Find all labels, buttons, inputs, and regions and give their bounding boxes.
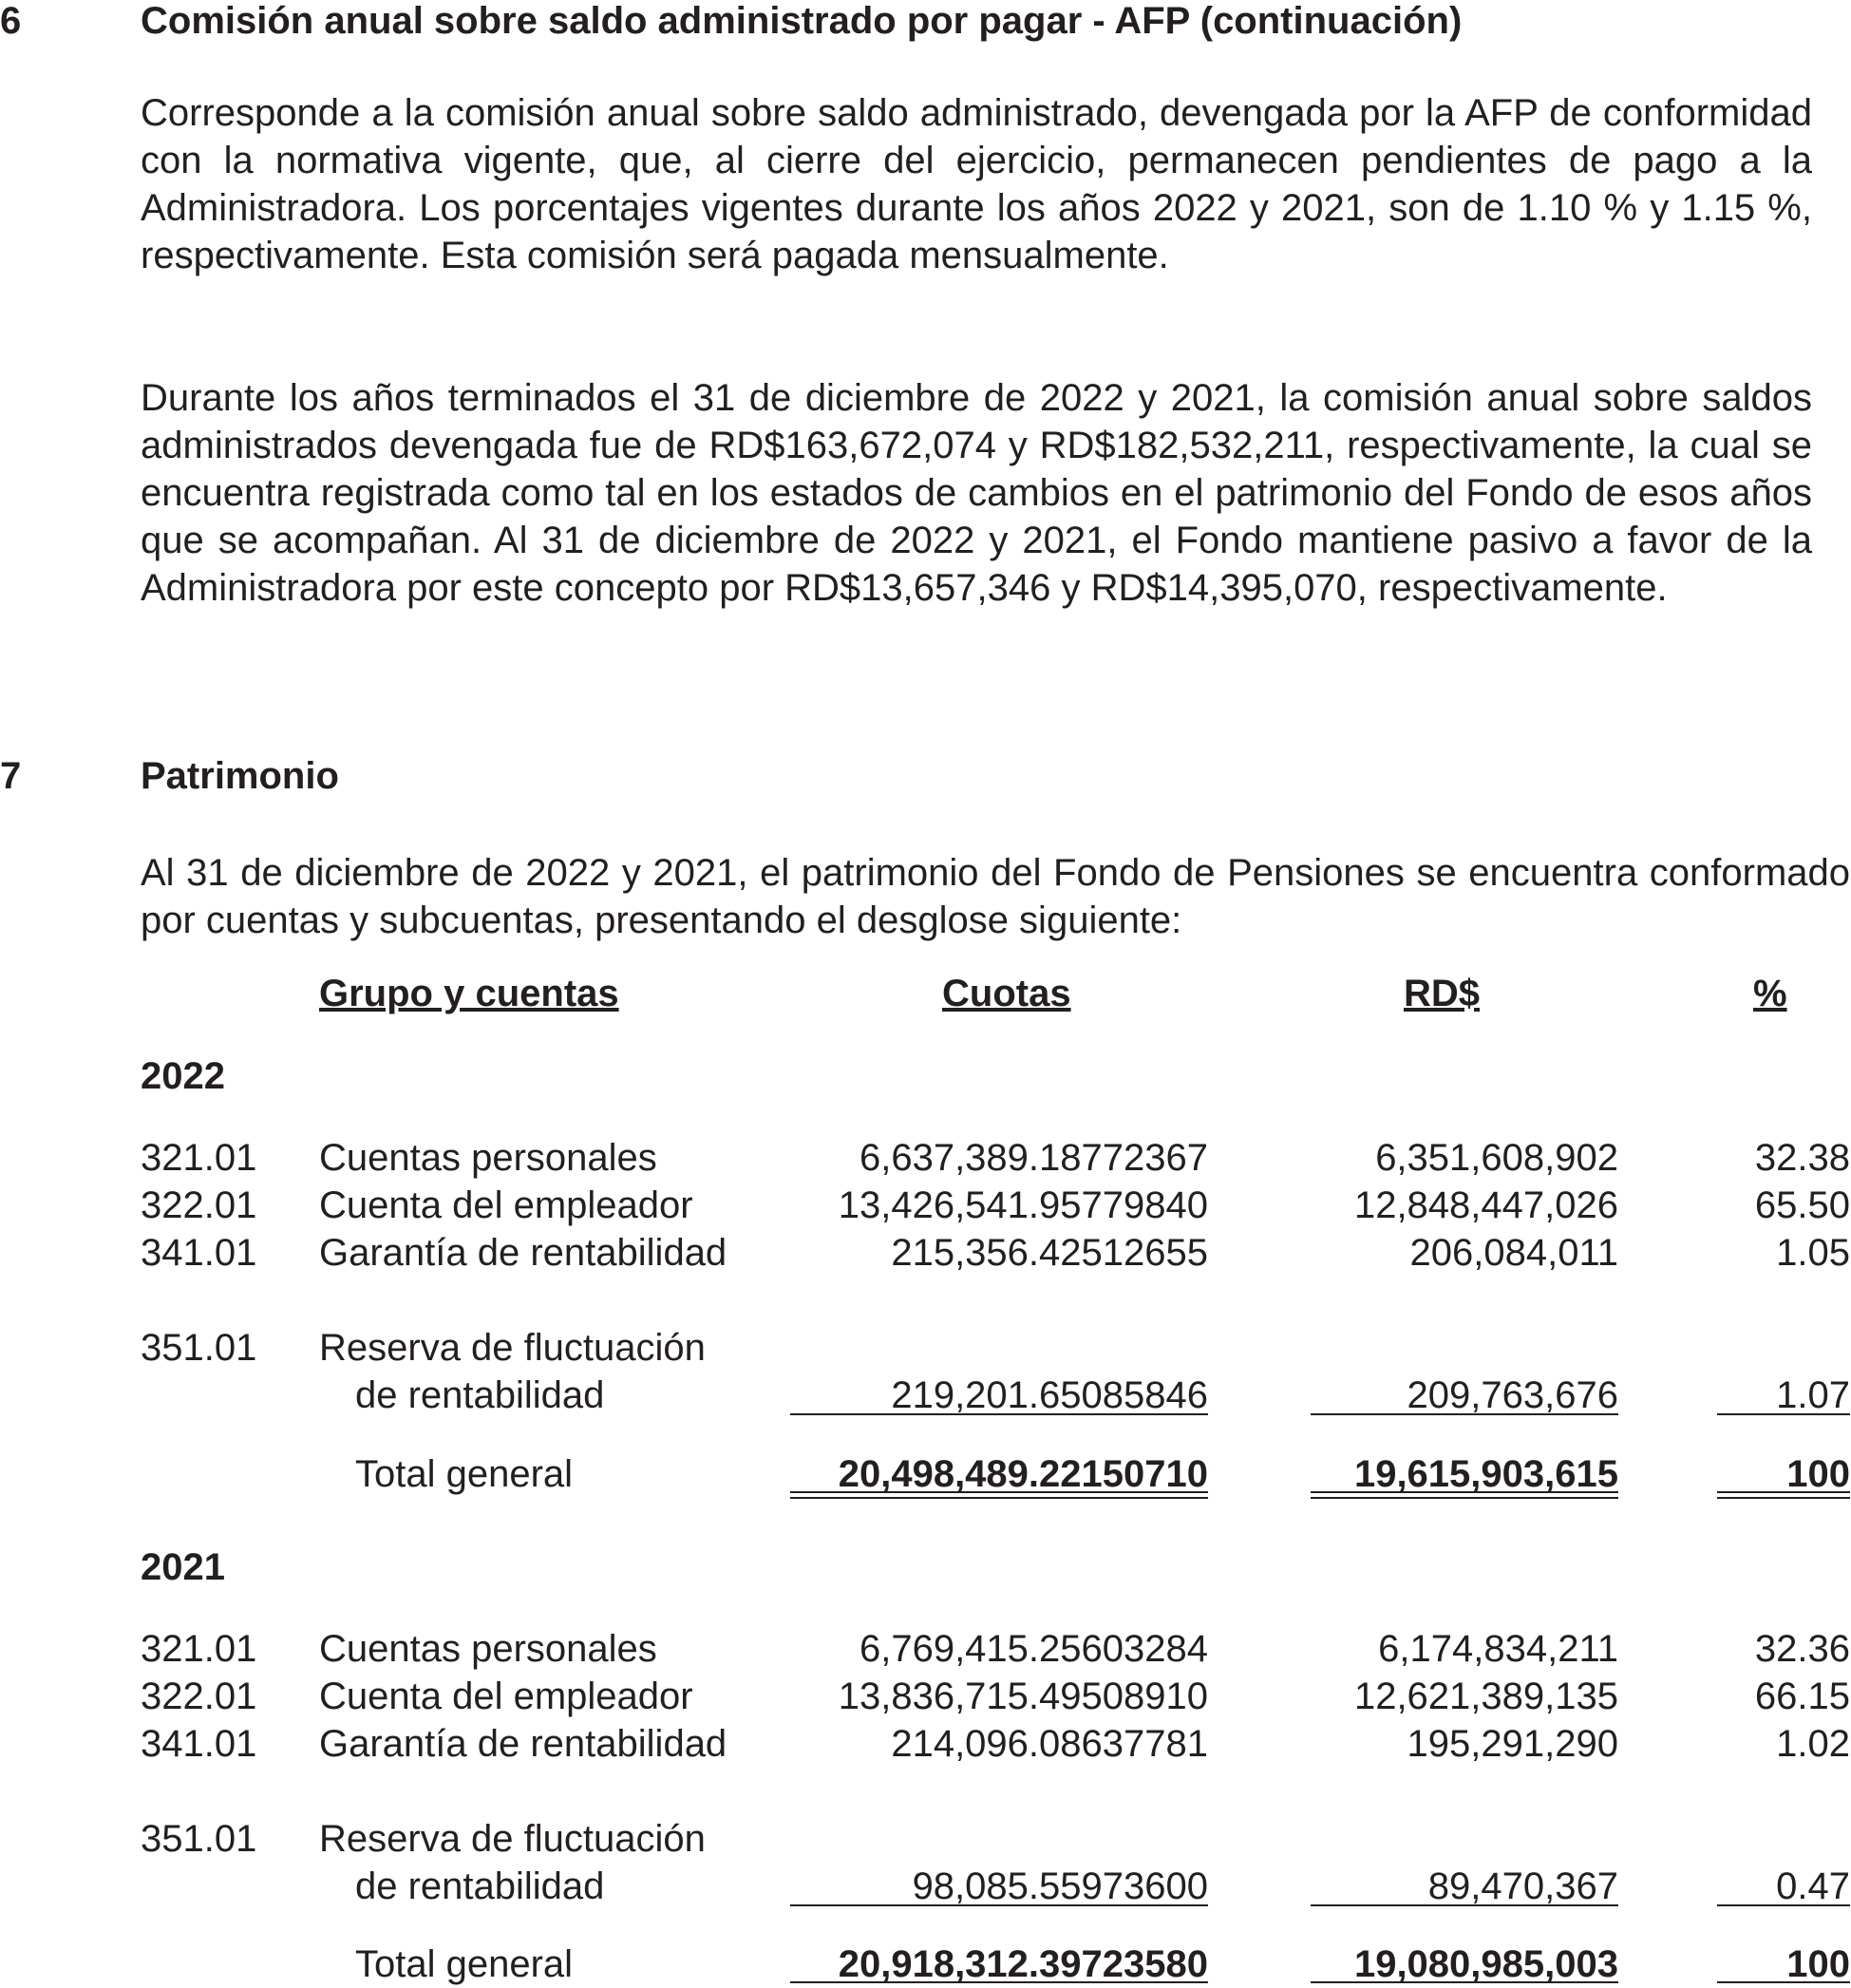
percent-value: 1.02: [1776, 1723, 1850, 1765]
account-name: Garantía de rentabilidad: [319, 1232, 727, 1274]
cuotas-value: 13,426,541.95779840: [838, 1184, 1208, 1226]
total-double-rule: [1717, 1497, 1850, 1499]
total-label: Total general: [355, 1943, 574, 1985]
rd-value: 12,621,389,135: [1353, 1676, 1618, 1717]
header-cuotas: Cuotas: [942, 973, 1071, 1014]
total-double-rule: [790, 1497, 1208, 1499]
account-name: Cuentas personales: [319, 1137, 657, 1179]
cuotas-value: 214,096.08637781: [891, 1723, 1208, 1765]
account-name: Reserva de fluctuación: [319, 1818, 706, 1860]
account-name: Garantía de rentabilidad: [319, 1723, 727, 1765]
total-percent: 100: [1786, 1943, 1850, 1985]
percent-value: 32.38: [1754, 1137, 1850, 1179]
total-double-rule: [1717, 1491, 1850, 1493]
account-name: Cuenta del empleador: [319, 1184, 693, 1226]
subtotal-rule: [1311, 1904, 1618, 1906]
percent-value: 0.47: [1776, 1865, 1850, 1907]
total-double-rule: [790, 1491, 1208, 1493]
cuotas-value: 215,356.42512655: [891, 1232, 1208, 1274]
section-6-title: Comisión anual sobre saldo administrado por pagar - AFP (continuación): [141, 0, 1463, 42]
section-7-number: 7: [0, 755, 22, 797]
total-label: Total general: [355, 1453, 574, 1495]
total-double-rule: [1311, 1497, 1618, 1499]
header-group-accounts: Grupo y cuentas: [319, 973, 619, 1014]
account-code: 341.01: [141, 1723, 257, 1765]
account-code: 351.01: [141, 1327, 257, 1369]
percent-value: 1.05: [1776, 1232, 1850, 1274]
total-double-rule: [1311, 1981, 1618, 1983]
subtotal-rule: [790, 1413, 1208, 1415]
account-name: Cuenta del empleador: [319, 1676, 693, 1717]
header-rd: RD$: [1404, 973, 1481, 1014]
section-6-paragraph-1: Corresponde a la comisión anual sobre saldo administrado, devengada por la AFP de conformidad con la normativa vigente, que, al cierre del ejercicio, permanecen pendientes de pago a la Administradora. Los porcentajes vigentes durante los años 2022 y 2021, son de 1.10 % y 1.15 %, respectivamente. Esta comisión será pagada mensualmente.: [141, 92, 1812, 276]
total-percent: 100: [1786, 1453, 1850, 1495]
rd-value: 6,174,834,211: [1378, 1628, 1618, 1670]
subtotal-rule: [790, 1904, 1208, 1906]
total-cuotas: 20,498,489.22150710: [838, 1453, 1208, 1495]
rd-value: 209,763,676: [1407, 1374, 1618, 1416]
percent-value: 65.50: [1754, 1184, 1850, 1226]
account-code: 321.01: [141, 1137, 257, 1179]
cuotas-value: 6,637,389.18772367: [859, 1137, 1208, 1179]
account-code: 341.01: [141, 1232, 257, 1274]
subtotal-rule: [1717, 1413, 1850, 1415]
cuotas-value: 13,836,715.49508910: [838, 1676, 1208, 1717]
cuotas-value: 219,201.65085846: [891, 1374, 1208, 1416]
total-rd: 19,080,985,003: [1353, 1943, 1618, 1985]
percent-value: 66.15: [1754, 1676, 1850, 1717]
percent-value: 32.36: [1754, 1628, 1850, 1670]
account-code: 322.01: [141, 1184, 257, 1226]
total-cuotas: 20,918,312.39723580: [838, 1943, 1208, 1985]
account-code: 351.01: [141, 1818, 257, 1860]
subtotal-rule: [1311, 1413, 1618, 1415]
section-6-number: 6: [0, 0, 22, 42]
cuotas-value: 6,769,415.25603284: [859, 1628, 1208, 1670]
account-code: 322.01: [141, 1676, 257, 1717]
account-code: 321.01: [141, 1628, 257, 1670]
cuotas-value: 98,085.55973600: [912, 1865, 1208, 1907]
rd-value: 89,470,367: [1427, 1865, 1618, 1907]
section-7-paragraph: Al 31 de diciembre de 2022 y 2021, el patrimonio del Fondo de Pensiones se encuentra conformado por cuentas y subcuentas, presentando el desglose siguiente:: [141, 852, 1850, 941]
rd-value: 12,848,447,026: [1353, 1184, 1618, 1226]
rd-value: 6,351,608,902: [1375, 1137, 1618, 1179]
account-name: Cuentas personales: [319, 1628, 657, 1670]
total-double-rule: [1717, 1981, 1850, 1983]
year-label: 2022: [141, 1055, 225, 1097]
rd-value: 195,291,290: [1407, 1723, 1618, 1765]
total-double-rule: [1311, 1491, 1618, 1493]
rd-value: 206,084,011: [1409, 1232, 1618, 1274]
subtotal-rule: [1717, 1904, 1850, 1906]
section-7-title: Patrimonio: [141, 755, 339, 797]
total-rd: 19,615,903,615: [1353, 1453, 1618, 1495]
account-name: Reserva de fluctuación: [319, 1327, 706, 1369]
year-label: 2021: [141, 1546, 225, 1588]
percent-value: 1.07: [1776, 1374, 1850, 1416]
header-percent: %: [1753, 973, 1787, 1014]
section-6-paragraph-2: Durante los años terminados el 31 de diciembre de 2022 y 2021, la comisión anual sobre saldos administrados devengada fue de RD$163,672,074 y RD$182,532,211, respectivamente, la cual se encuentra registrada como tal en los estados de cambios en el patrimonio del Fondo de esos años que se acompañan. Al 31 de diciembre de 2022 y 2021, el Fondo mantiene pasivo a favor de la Administradora por este concepto por RD$13,657,346 y RD$14,395,070, respectivamente.: [141, 377, 1812, 609]
total-double-rule: [790, 1981, 1208, 1983]
account-name-continued: de rentabilidad: [355, 1865, 605, 1907]
account-name-continued: de rentabilidad: [355, 1374, 605, 1416]
